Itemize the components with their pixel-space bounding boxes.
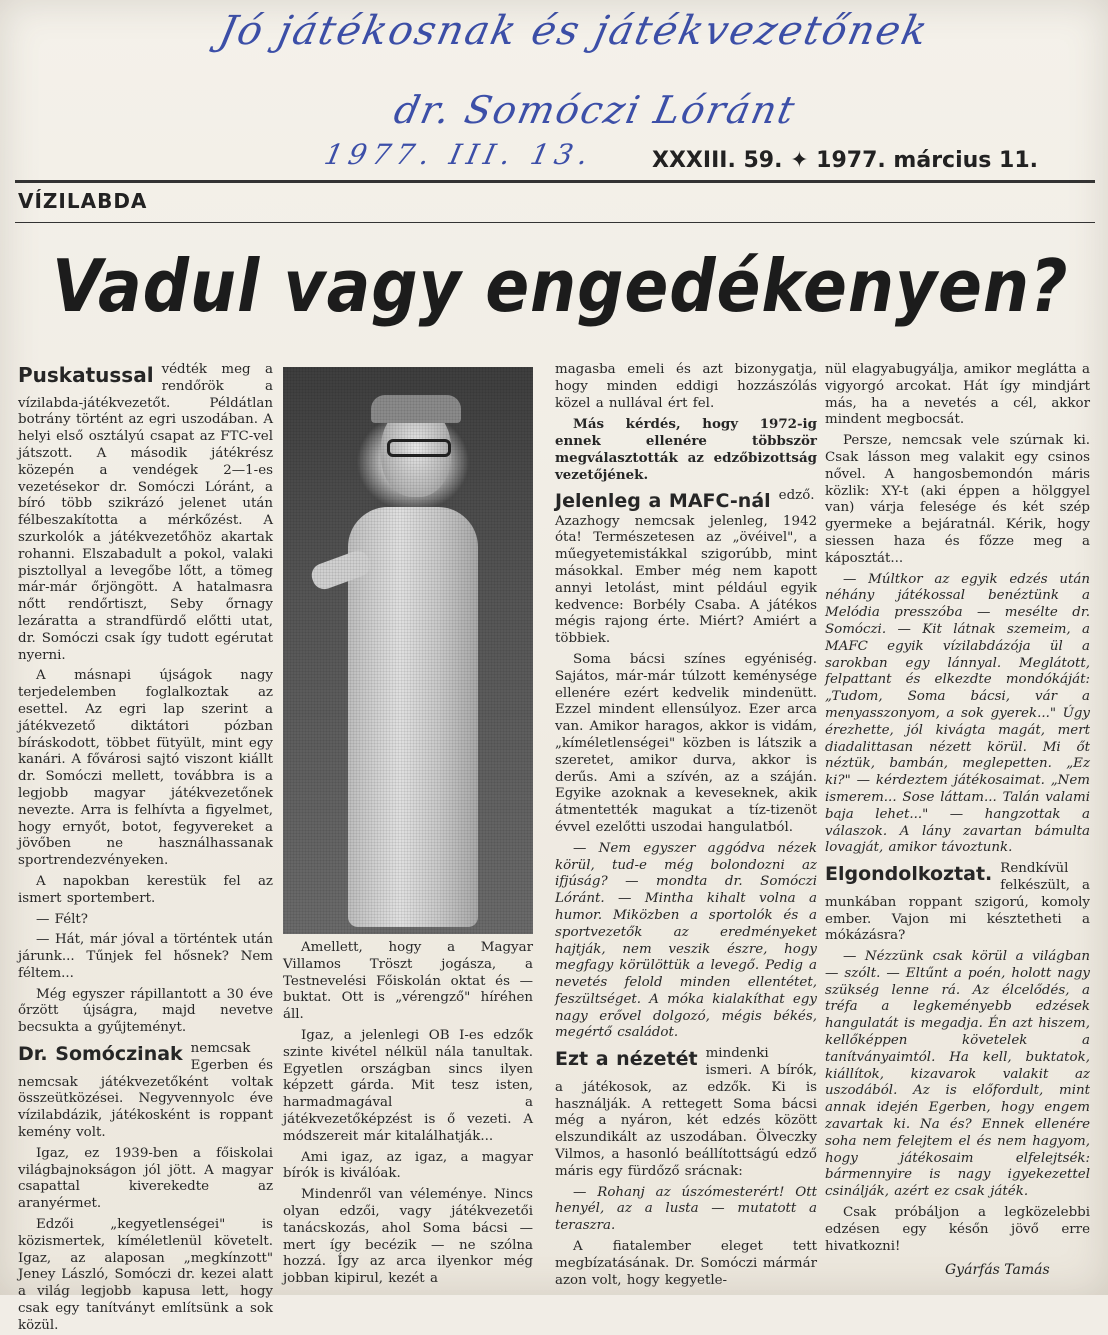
- portrait-photo: [283, 367, 533, 934]
- handwritten-signature: dr. Somóczi Lóránt: [390, 88, 801, 132]
- top-rule: [15, 180, 1095, 183]
- subhead: Jelenleg a MAFC-nál: [555, 489, 771, 512]
- article-column-2: Amellett, hogy a Magyar Villamos Tröszt jogásza, a Testnevelési Főiskolán oktat és — buktat. Ott is „vérengző" híréhen áll. Igaz, a jelenlegi OB I-es edzők szinte kivétel nélkül nála tanultak. Egyetlen országban sincs ilyen képzett gárda. Mit tesz isten, harmadmagával a játékvezetőképzést is ő vezeti. A módszereit már kitalálhatják... Ami igaz, az igaz, a magyar bírók is kiválóak. Mindenről van véleménye. Nincs olyan edzői, vagy játékvezetői tanácskozás, ahol Soma bácsi — mert így becézik — ne szólna hozzá. Így az arca ilyenkor még jobban kipirul, kezét a: [283, 940, 533, 1287]
- section-label: VÍZILABDA: [18, 189, 148, 213]
- article-column-3: magasba emeli és azt bizonygatja, hogy minden eddigi hozzászólás közel a nullával ért fel. Más kérdés, hogy 1972-ig ennek ellenére többször megválasztották az edzőbizottság vezetőjének. Jelenleg a MAFC-nál edző. Azazhogy nemcsak jelenleg, 1942 óta! Természetesen az „övéivel", a műegyetemistákkal szigorúbb, mint másokkal. Ember még nem kapott annyi letolást, mint például egyik kedvence: Borbély Csaba. A játékos mégis rajong érte. Miért? Amiért a többiek. Soma bácsi színes egyéniség. Sajátos, már-már túlzott keménysége ellenére ezért kedvelik mindenütt. Ezzel mindent ellensúlyoz. Ezer arca van. Amikor haragos, akkor is vidám, „kíméletlenségei" közben is látszik a szeretet, amikor durva, akkor is derűs. Ami a szívén, az a száján. Egyike azoknak a keveseknek, akik átmentették magukat a tíz-tizenöt évvel ezelőtti uszodai hangulatból. — Nem egyszer aggódva nézek körül, tud-e még bolondozni az ifjúság? — mondta dr. Somóczi Lóránt. — Mintha kihalt volna a humor. Miközben a sportolók és a sportvezetők az eredményeket hajtják, nem veszik észre, hogy megfagy körülöttük a levegő. Pedig a nevetés felold minden ellentétet, feszültséget. A móka kialakíthat egy nagy erővel dolgozó, mégis békés, megértő családot. Ezt a nézetét mindenki ismeri. A bírók, a játékosok, az edzők. Ki is használják. A rettegett Soma bácsi még a nyáron, két edzés között elszundikált az uszodában. Ölveczky Vilmos, a hasonló beállítottságú edző máris egy fürdőző srácnak: — Rohanj az úszómesterért! Ott henyél, az a lusta — mutatott a teraszra. A fiatalember eleget tett megbízatásának. Dr. Somóczi mármár azon volt, hogy kegyetle-: [555, 362, 817, 1288]
- section-rule: [15, 222, 1095, 223]
- subhead: Elgondolkoztat.: [825, 863, 993, 886]
- handwritten-date: 1977. III. 13.: [321, 138, 598, 171]
- article-column-1: Puskatussal védték meg a rendőrök a vízilabda-játékvezetőt. Példátlan botrány történt az egri uszodában. A helyi első osztályú csapat az FTC-vel játszott. A második játékrész közepén a vendégek 2—1-es vezetésekor dr. Somóczi Lóránt, a bíró több szikrázó jelenet után félbeszakította a mérkőzést. A szurkolók a játékvezetőhöz akartak rohanni. Elszabadult a pokol, valaki pisztollyal a levegőbe lőtt, a tömeg már-már őrjöngött. A hatalmasra nőtt rendőrtiszt, Seby őrnagy lezáratta a strandfürdő előtti utat, dr. Somóczi csak így tudott egérutat nyerni. A másnapi újságok nagy terjedelemben foglalkoztak az esettel. Az egri lap szerint a játékvezető diktátori pózban bíráskodott, többet fütyült, mint egy kanári. A fővárosi sajtó viszont kiállt dr. Somóczi mellett, továbbra is a legjobb magyar játékvezetőnek nevezte. Arra is felhívta a figyelmet, hogy ernyőt, botot, fegyvereket a jövőben ne használhassanak sportrendezvényeken. A napokban kerestük fel az ismert sportembert. — Félt? — Hát, már jóval a történtek után járunk... Tűnjek fel hősnek? Nem féltem... Még egyszer rápillantott a 30 éve őrzött újságra, majd nevetve becsukta a gyűjteményt. Dr. Somóczinak nemcsak Egerben és nemcsak játékvezetőként voltak összeütközései. Negyvennyolc éve vízilabdázik, játékosként is roppant kemény volt. Igaz, ez 1939-ben a főiskolai világbajnokságon jól jött. A magyar csapattal kiverekedte az aranyérmet. Edzői „kegyetlenségei" is közismertek, kíméletlenül követelt. Igaz, az alaposan „megkínzott" Jeney László, Somóczi dr. kezei alatt a világ legjobb kapusa lett, hogy csak egy tanítványt említsünk a sok közül.: [18, 362, 273, 1333]
- subhead: Ezt a nézetét: [555, 1048, 698, 1071]
- headline: Vadul vagy engedékenyen?: [52, 244, 1069, 328]
- subhead: Dr. Somóczinak: [18, 1043, 183, 1066]
- article-column-4: nül elagyabugyálja, amikor meglátta a vigyorgó arcokat. Hát így mindjárt más, ha a nevetés a cél, akkor mindent megbocsát. Persze, nemcsak vele szúrnak ki. Csak lásson meg valakit egy csinos nővel. A hangosbemondón máris közlik: XY-t (aki éppen a hölggyel van) várja felesége és két szép gyermeke a bejáratnál. Kérik, hogy siessen haza és főzze meg a káposztát... — Múltkor az egyik edzés után néhány játékossal benéztünk a Melódia presszóba — mesélte dr. Somóczi. — Kit látnak szemeim, a MAFC egyik vízilabdázója ül a sarokban egy lánnyal. Meglátott, felpattant és elkezdte mondókáját: „Tudom, Soma bácsi, vár a menyasszonyom, a sok gyerek..." Úgy érezhette, jól kivágta magát, mert diadalittasan nézett körül. Mi őt néztük, bambán, meglepetten. „Ez ki?" — kérdeztem játékosaimat. „Nem ismerem... Sose láttam... Talán valami baja lehet..." — hangzottak a válaszok. A lány zavartan bámulta lovagját, amikor távoztunk. Elgondolkoztat. Rendkívül felkészült, a munkában roppant szigorú, komoly ember. Vajon mi késztetheti a mókázásra? — Nézzünk csak körül a világban — szólt. — Eltűnt a poén, holott nagy szükség lenne rá. Az élcelődés, a tréfa a legkeményebb edzések hangulatát is megadja. Én azt hiszem, kellőképpen követelek a tanítványaimtól. Ha kell, buktatok, kiállítok, kizavarok valakit az uszodából. Az is előfordult, mint annak idején Egerben, hogy engem zavartak ki. Na és? Ennek ellenére soha nem felejtem el és nem hagyom, hogy játékosaim elfelejtsék: bármennyire is nagy igyekezettel csinálják, azért ez csak játék. Csak próbáljon a legközelebbi edzésen egy későn jövő erre hivatkozni!: [825, 362, 1090, 1254]
- author-byline: Gyárfás Tamás: [945, 1262, 1050, 1278]
- issue-masthead: XXXIII. 59. ✦ 1977. március 11.: [652, 148, 1039, 173]
- handwritten-dedication: Jó játékosnak és játékvezetőnek: [215, 8, 934, 54]
- lead-word: Puskatussal: [18, 363, 154, 387]
